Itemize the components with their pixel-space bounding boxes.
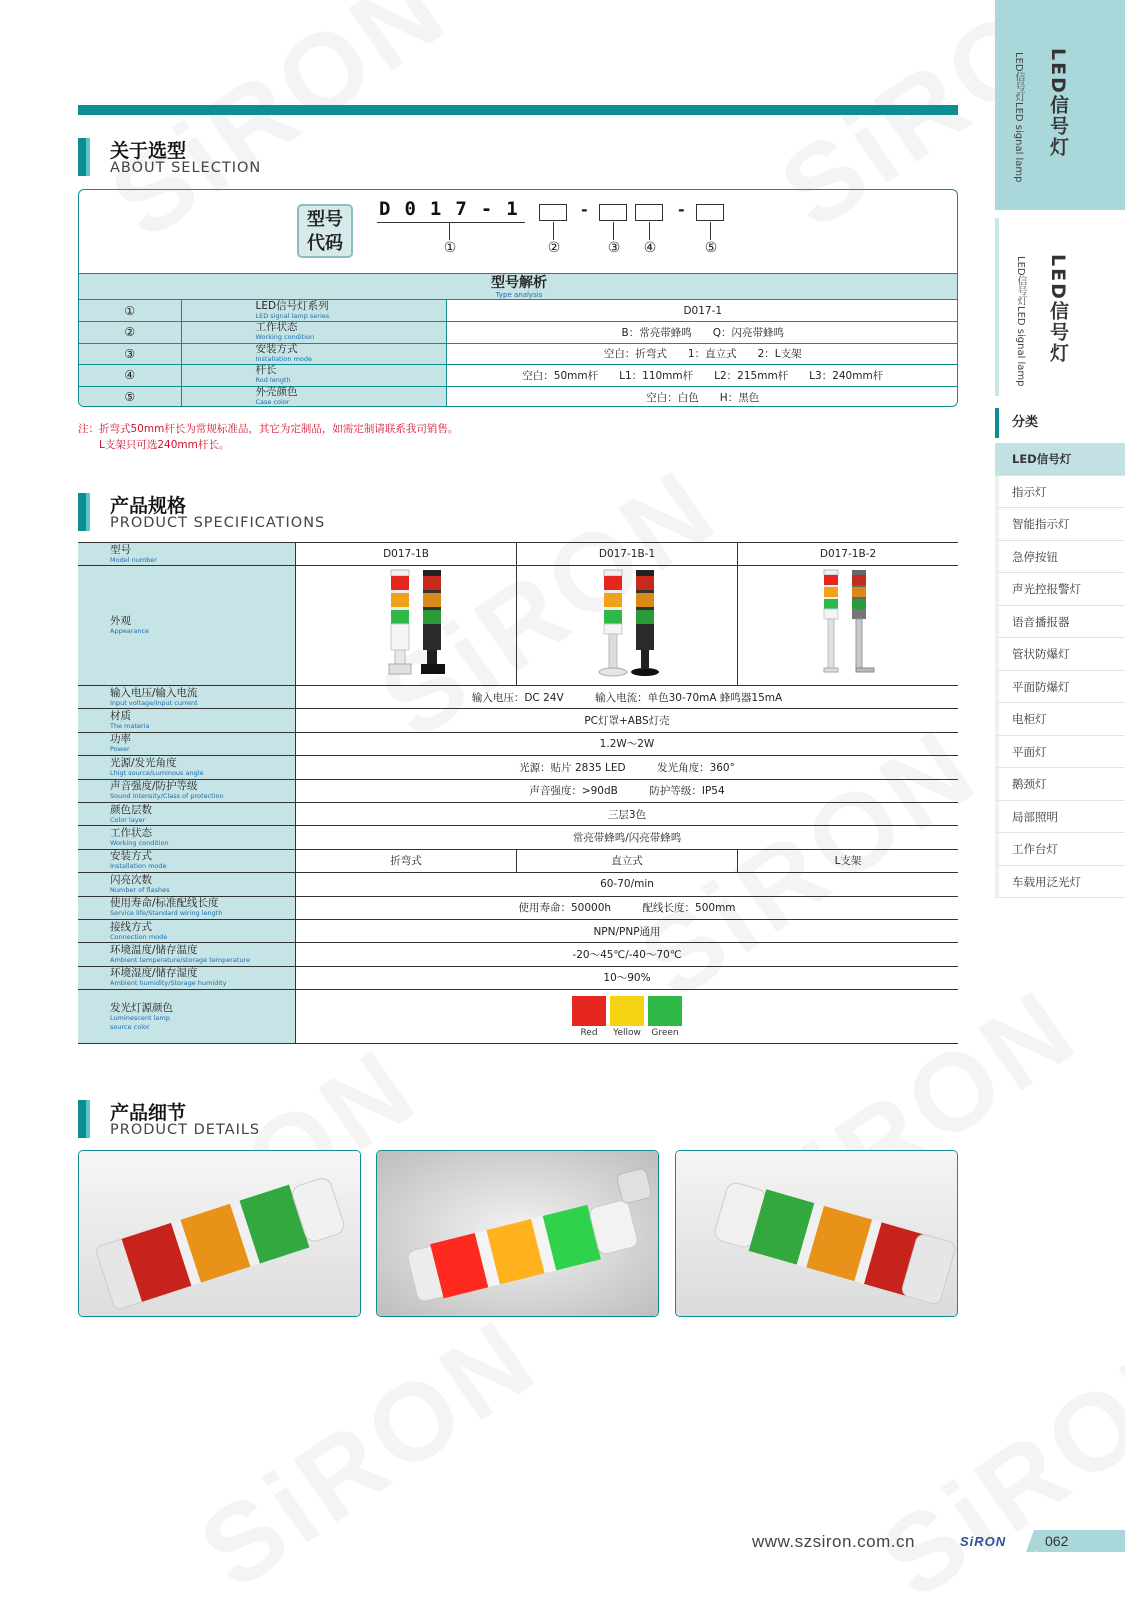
code-tick xyxy=(649,222,650,240)
section-marker xyxy=(78,493,90,531)
analysis-value: 空白：白色 H：黑色 xyxy=(646,391,760,404)
lamp-color-swatches xyxy=(296,990,959,1044)
category-item[interactable]: 管状防爆灯 xyxy=(995,638,1125,671)
spec-row xyxy=(78,709,958,732)
section-subtitle: ABOUT SELECTION xyxy=(110,160,262,176)
analysis-no: ① xyxy=(79,300,181,322)
spec-row xyxy=(78,826,958,849)
spec-row xyxy=(78,779,958,802)
spec-label: 功率 Power xyxy=(78,732,296,755)
spec-row xyxy=(78,896,958,919)
sidebar-tab-title: LED信号灯 xyxy=(1047,48,1069,158)
section-title: 产品规格 xyxy=(110,495,187,517)
spec-label: 环境温度/储存温度 Ambient temperature/storage temperature xyxy=(78,943,296,966)
section-subtitle: PRODUCT SPECIFICATIONS xyxy=(110,515,326,531)
watermark xyxy=(178,1293,561,1600)
category-item[interactable]: 声光控报警灯 xyxy=(995,573,1125,606)
analysis-name: 杆长 Rod length xyxy=(181,365,446,387)
code-dash: - xyxy=(678,200,685,219)
spec-label: 声音强度/防护等级 Sound intensity/Class of protection xyxy=(78,779,296,802)
code-dash: - xyxy=(581,200,588,219)
spec-value: 10～90% xyxy=(296,966,959,989)
spec-value: 声音强度：>90dB 防护等级：IP54 xyxy=(296,779,959,802)
type-analysis-heading: 型号解析 Type analysis xyxy=(79,273,958,300)
code-marker-3: ③ xyxy=(607,240,621,256)
color-swatch: Yellow xyxy=(610,996,644,1038)
category-item[interactable]: 局部照明 xyxy=(995,801,1125,834)
spec-label: 安装方式 Installation mode xyxy=(78,849,296,872)
detail-photo-3 xyxy=(675,1150,958,1317)
category-item[interactable]: 电柜灯 xyxy=(995,703,1125,736)
analysis-row xyxy=(79,322,958,344)
code-tick xyxy=(553,222,554,240)
spec-value: 常亮带蜂鸣/闪亮带蜂鸣 xyxy=(296,826,959,849)
lamp-grey-l-bracket xyxy=(852,570,874,672)
analysis-no: ⑤ xyxy=(79,386,181,407)
sidebar-tab-subtitle: LED信号灯LED signal lamp xyxy=(1013,52,1024,183)
lamp-black-upright xyxy=(631,570,659,676)
product-image-d017-1b-2 xyxy=(738,566,959,686)
code-tick xyxy=(710,222,711,240)
spec-value: 1.2W～2W xyxy=(296,732,959,755)
spec-row xyxy=(78,873,958,896)
selection-note: 注：折弯式50mm杆长为常规标准品，其它为定制品，如需定制请联系我司销售。 L支架只可选240mm杆长。 xyxy=(78,423,459,451)
footer-website[interactable]: www.szsiron.com.cn xyxy=(752,1532,915,1551)
spec-value: 输入电压：DC 24V 输入电流：单色30-70mA 蜂鸣器15mA xyxy=(296,686,959,709)
code-slot-4 xyxy=(635,204,663,221)
analysis-row xyxy=(79,386,958,407)
section-marker xyxy=(78,138,90,176)
spec-label: 输入电压/输入电流 Input voltage/Input current xyxy=(78,686,296,709)
category-item[interactable]: 平面防爆灯 xyxy=(995,671,1125,704)
spec-value: PC灯罩+ABS灯壳 xyxy=(296,709,959,732)
spec-row xyxy=(78,966,958,989)
spec-value: 光源：贴片 2835 LED 发光角度：360° xyxy=(296,756,959,779)
spec-label: 使用寿命/标准配线长度 Service life/Standard wiring length xyxy=(78,896,296,919)
spec-label: 材质 The materia xyxy=(78,709,296,732)
code-slot-5 xyxy=(696,204,724,221)
type-analysis-table xyxy=(79,300,958,407)
category-item[interactable]: 车载用泛光灯 xyxy=(995,866,1125,899)
code-slot-3 xyxy=(599,204,627,221)
model-code-badge: 型号 代码 xyxy=(297,204,353,258)
install-value: L支架 xyxy=(738,849,959,872)
analysis-value: 空白：50mm杆 L1：110mm杆 L2：215mm杆 L3：240mm杆 xyxy=(446,365,958,387)
section-title: 产品细节 xyxy=(110,1102,187,1124)
category-item[interactable]: 工作台灯 xyxy=(995,833,1125,866)
spec-row xyxy=(78,802,958,825)
code-marker-1: ① xyxy=(443,240,457,256)
spec-value: 60-70/min xyxy=(296,873,959,896)
model-name: D017-1B xyxy=(296,543,517,566)
install-value: 直立式 xyxy=(517,849,738,872)
category-item[interactable]: 智能指示灯 xyxy=(995,508,1125,541)
spec-label: 颜色层数 Color layer xyxy=(78,802,296,825)
lamp-white-l-bracket xyxy=(824,570,838,672)
lamp-black-bent xyxy=(421,570,445,674)
analysis-name: 安装方式 Installation mode xyxy=(181,343,446,365)
category-item[interactable]: LED信号灯 xyxy=(995,443,1125,476)
analysis-row xyxy=(79,365,958,387)
analysis-name: 工作状态 Working condition xyxy=(181,322,446,344)
analysis-no: ② xyxy=(79,322,181,344)
code-marker-4: ④ xyxy=(643,240,657,256)
code-marker-2: ② xyxy=(547,240,561,256)
spec-label: 接线方式 Connection mode xyxy=(78,919,296,942)
spec-row xyxy=(78,756,958,779)
page-number: 062 xyxy=(1037,1530,1125,1552)
section-title: 关于选型 xyxy=(110,140,187,162)
spec-row-model xyxy=(78,543,958,566)
spec-label: 外观 Appearance xyxy=(78,566,296,686)
spec-value: 使用寿命：50000h 配线长度：500mm xyxy=(296,896,959,919)
install-value: 折弯式 xyxy=(296,849,517,872)
spec-table xyxy=(78,542,958,1044)
sidebar-tab-subtitle: LED信号灯LED signal lamp xyxy=(1015,256,1026,387)
spec-value: -20～45℃/-40～70℃ xyxy=(296,943,959,966)
spec-row-install xyxy=(78,849,958,872)
spec-label: 闪亮次数 Number of flashes xyxy=(78,873,296,896)
spec-label: 光源/发光角度 Lhigt source/Luminous angle xyxy=(78,756,296,779)
analysis-value: B：常亮带蜂鸣 Q：闪亮带蜂鸣 xyxy=(446,322,958,344)
category-heading: 分类 xyxy=(995,408,1125,438)
category-item[interactable]: 平面灯 xyxy=(995,736,1125,769)
category-item[interactable]: 指示灯 xyxy=(995,476,1125,509)
spec-row xyxy=(78,686,958,709)
model-selection-box xyxy=(78,189,958,407)
analysis-row xyxy=(79,343,958,365)
section-subtitle: PRODUCT DETAILS xyxy=(110,1122,261,1138)
code-underline xyxy=(377,222,525,223)
lamp-white-upright xyxy=(599,570,627,676)
sidebar-tab-title: LED信号灯 xyxy=(1047,254,1069,364)
analysis-name: LED信号灯系列 LED signal lamp series xyxy=(181,300,446,322)
spec-label: 型号 Model number xyxy=(78,543,296,566)
category-item[interactable]: 语音播报器 xyxy=(995,606,1125,639)
spec-row xyxy=(78,919,958,942)
category-list xyxy=(995,443,1125,898)
analysis-value: 空白：折弯式 1：直立式 2：L支架 xyxy=(446,343,958,365)
model-name: D017-1B-2 xyxy=(738,543,959,566)
model-name: D017-1B-1 xyxy=(517,543,738,566)
spec-value: NPN/PNP通用 xyxy=(296,919,959,942)
analysis-value: D017-1 xyxy=(446,300,958,322)
detail-photo-1 xyxy=(78,1150,361,1317)
analysis-name: 外壳颜色 Case color xyxy=(181,386,446,407)
spec-value: 三层3色 xyxy=(296,802,959,825)
product-image-d017-1b-1 xyxy=(517,566,738,686)
spec-label: 发光灯源颜色 Luminescent lamp source color xyxy=(78,990,296,1044)
category-item[interactable]: 鹅颈灯 xyxy=(995,768,1125,801)
category-item[interactable]: 急停按钮 xyxy=(995,541,1125,574)
analysis-no: ④ xyxy=(79,365,181,387)
header-bar xyxy=(78,105,958,115)
sidebar-tab-led-signal[interactable] xyxy=(995,0,1125,210)
color-swatch: Green xyxy=(648,996,682,1038)
sidebar-tab-led-signal-2[interactable] xyxy=(995,218,1125,396)
analysis-row xyxy=(79,300,958,322)
spec-row xyxy=(78,943,958,966)
spec-row-lamp-color xyxy=(78,990,958,1044)
code-marker-5: ⑤ xyxy=(704,240,718,256)
spec-row-appearance xyxy=(78,566,958,686)
footer-brand-logo: SiRON xyxy=(960,1534,1007,1549)
spec-label: 工作状态 Working condition xyxy=(78,826,296,849)
product-image-d017-1b xyxy=(296,566,517,686)
section-marker xyxy=(78,1100,90,1138)
spec-label: 环境湿度/储存湿度 Ambient humidity/Storage humidity xyxy=(78,966,296,989)
analysis-no: ③ xyxy=(79,343,181,365)
detail-photo-2 xyxy=(376,1150,659,1317)
color-swatch: Red xyxy=(572,996,606,1038)
code-tick xyxy=(449,222,450,240)
code-slot-2 xyxy=(539,204,567,221)
lamp-white-bent xyxy=(389,570,411,674)
model-code-prefix: D017-1 xyxy=(379,198,532,220)
code-tick xyxy=(613,222,614,240)
sidebar xyxy=(995,0,1125,1600)
spec-row xyxy=(78,732,958,755)
